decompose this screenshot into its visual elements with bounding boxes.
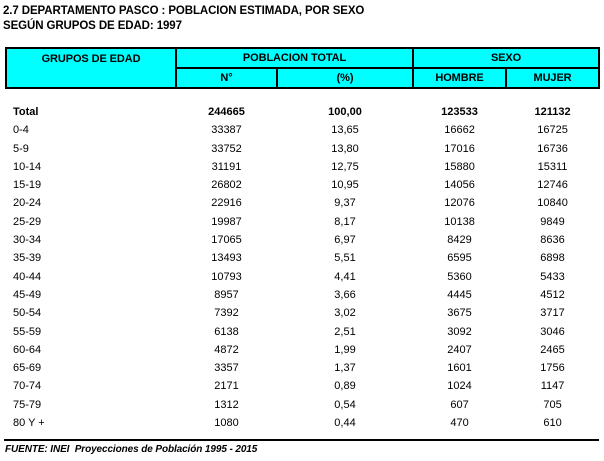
cell-grupo: 25-29 — [13, 215, 42, 228]
cell-mujer: 4512 — [540, 288, 565, 301]
cell-n: 13493 — [211, 252, 242, 265]
cell-pct: 3,02 — [334, 307, 356, 320]
cell-hombre: 17016 — [444, 142, 475, 155]
cell-n: 17065 — [211, 234, 242, 247]
header-porcentaje: (%) — [277, 68, 413, 88]
cell-pct: 1,99 — [334, 343, 356, 356]
cell-n: 3357 — [214, 362, 239, 375]
cell-mujer: 5433 — [540, 270, 565, 283]
cell-hombre: 2407 — [447, 343, 472, 356]
cell-hombre: 470 — [450, 417, 469, 430]
cell-mujer: 2465 — [540, 343, 565, 356]
cell-grupo: 50-54 — [13, 307, 42, 320]
cell-pct: 0,54 — [334, 398, 356, 411]
cell-pct: 1,37 — [334, 362, 356, 375]
title-line-2: SEGÚN GRUPOS DE EDAD: 1997 — [3, 20, 182, 32]
cell-pct: 9,37 — [334, 197, 356, 210]
cell-hombre: 3675 — [447, 307, 472, 320]
cell-hombre: 15880 — [444, 160, 475, 173]
cell-mujer: 705 — [543, 398, 562, 411]
cell-pct: 6,97 — [334, 234, 356, 247]
cell-pct: 100,00 — [328, 106, 362, 118]
cell-hombre: 4445 — [447, 288, 472, 301]
cell-n: 26802 — [211, 179, 242, 192]
cell-grupo: 55-59 — [13, 325, 42, 338]
cell-grupo: 65-69 — [13, 362, 42, 375]
cell-grupo: 15-19 — [13, 179, 42, 192]
table-row — [6, 176, 599, 194]
cell-n: 19987 — [211, 215, 242, 228]
cell-n: 33752 — [211, 142, 242, 155]
cell-n: 6138 — [214, 325, 239, 338]
cell-hombre: 1601 — [447, 362, 472, 375]
cell-n: 31191 — [211, 160, 242, 173]
cell-mujer: 6898 — [540, 252, 565, 265]
footer-divider — [4, 439, 599, 441]
cell-grupo: 30-34 — [13, 234, 42, 247]
cell-grupo: 40-44 — [13, 270, 42, 283]
cell-grupo: 75-79 — [13, 398, 42, 411]
cell-mujer: 16725 — [537, 124, 568, 137]
spacer-row — [6, 88, 599, 103]
cell-n: 7392 — [214, 307, 239, 320]
cell-pct: 0,89 — [334, 380, 356, 393]
table-row — [6, 140, 599, 158]
cell-n: 244665 — [208, 106, 245, 118]
cell-pct: 13,80 — [331, 142, 359, 155]
cell-hombre: 5360 — [447, 270, 472, 283]
table-row — [6, 414, 599, 432]
table-row — [6, 103, 599, 121]
table-row — [6, 396, 599, 414]
cell-grupo: 5-9 — [13, 142, 29, 155]
cell-mujer: 121132 — [534, 106, 571, 118]
table-row — [6, 377, 599, 395]
cell-hombre: 14056 — [444, 179, 475, 192]
cell-hombre: 10138 — [444, 215, 475, 228]
cell-n: 33387 — [211, 124, 242, 137]
cell-n: 4872 — [214, 343, 239, 356]
cell-mujer: 3046 — [540, 325, 565, 338]
cell-n: 1312 — [214, 398, 239, 411]
cell-hombre: 12076 — [444, 197, 475, 210]
table-row — [6, 194, 599, 212]
population-table — [5, 47, 600, 432]
cell-grupo: 70-74 — [13, 380, 42, 393]
cell-hombre: 6595 — [447, 252, 472, 265]
cell-grupo: 80 Y + — [13, 417, 45, 430]
cell-pct: 4,41 — [334, 270, 356, 283]
table-row — [6, 158, 599, 176]
cell-n: 8957 — [214, 288, 239, 301]
cell-hombre: 8429 — [447, 234, 472, 247]
cell-hombre: 1024 — [447, 380, 472, 393]
table-row — [6, 121, 599, 139]
cell-n: 1080 — [214, 417, 239, 430]
cell-mujer: 8636 — [540, 234, 565, 247]
cell-pct: 10,95 — [331, 179, 359, 192]
table-row — [6, 249, 599, 267]
cell-mujer: 12746 — [537, 179, 568, 192]
cell-hombre: 16662 — [444, 124, 475, 137]
cell-grupo: 0-4 — [13, 124, 29, 137]
cell-grupo: 35-39 — [13, 252, 42, 265]
header-mujer: MUJER — [506, 68, 599, 88]
cell-pct: 13,65 — [331, 124, 359, 137]
table-row — [6, 231, 599, 249]
cell-grupo: 45-49 — [13, 288, 42, 301]
cell-pct: 0,44 — [334, 417, 356, 430]
header-poblacion-total: POBLACION TOTAL — [176, 48, 413, 68]
table-row — [6, 268, 599, 286]
cell-n: 22916 — [211, 197, 242, 210]
cell-mujer: 610 — [543, 417, 562, 430]
table-row — [6, 286, 599, 304]
cell-grupo: 10-14 — [13, 160, 42, 173]
cell-mujer: 16736 — [537, 142, 568, 155]
cell-mujer: 1756 — [540, 362, 565, 375]
table-row — [6, 213, 599, 231]
cell-pct: 5,51 — [334, 252, 356, 265]
table-row — [6, 323, 599, 341]
cell-hombre: 3092 — [447, 325, 472, 338]
table-header — [6, 48, 599, 88]
cell-pct: 8,17 — [334, 215, 356, 228]
header-grupos-de-edad: GRUPOS DE EDAD — [6, 48, 176, 88]
source-note: FUENTE: INEI Proyecciones de Población 1995 - 2015 — [5, 444, 258, 455]
cell-pct: 12,75 — [331, 160, 359, 173]
cell-grupo: 60-64 — [13, 343, 42, 356]
table-row — [6, 304, 599, 322]
header-sexo: SEXO — [413, 48, 599, 68]
cell-mujer: 15311 — [537, 160, 568, 173]
cell-pct: 3,66 — [334, 288, 356, 301]
cell-mujer: 10840 — [537, 197, 568, 210]
cell-grupo: Total — [13, 106, 39, 118]
header-row-1 — [6, 48, 599, 68]
cell-hombre: 123533 — [441, 106, 478, 118]
header-numero: N° — [176, 68, 277, 88]
cell-grupo: 20-24 — [13, 197, 42, 210]
table-row — [6, 359, 599, 377]
cell-mujer: 9849 — [540, 215, 565, 228]
cell-n: 2171 — [214, 380, 239, 393]
cell-mujer: 1147 — [540, 380, 565, 393]
header-hombre: HOMBRE — [413, 68, 506, 88]
cell-pct: 2,51 — [334, 325, 356, 338]
title-line-1: 2.7 DEPARTAMENTO PASCO : POBLACION ESTIMADA, POR SEXO — [3, 5, 365, 17]
cell-n: 10793 — [211, 270, 242, 283]
page-title — [3, 4, 364, 34]
table-body — [6, 88, 599, 432]
cell-hombre: 607 — [450, 398, 469, 411]
cell-mujer: 3717 — [540, 307, 565, 320]
table-row — [6, 341, 599, 359]
